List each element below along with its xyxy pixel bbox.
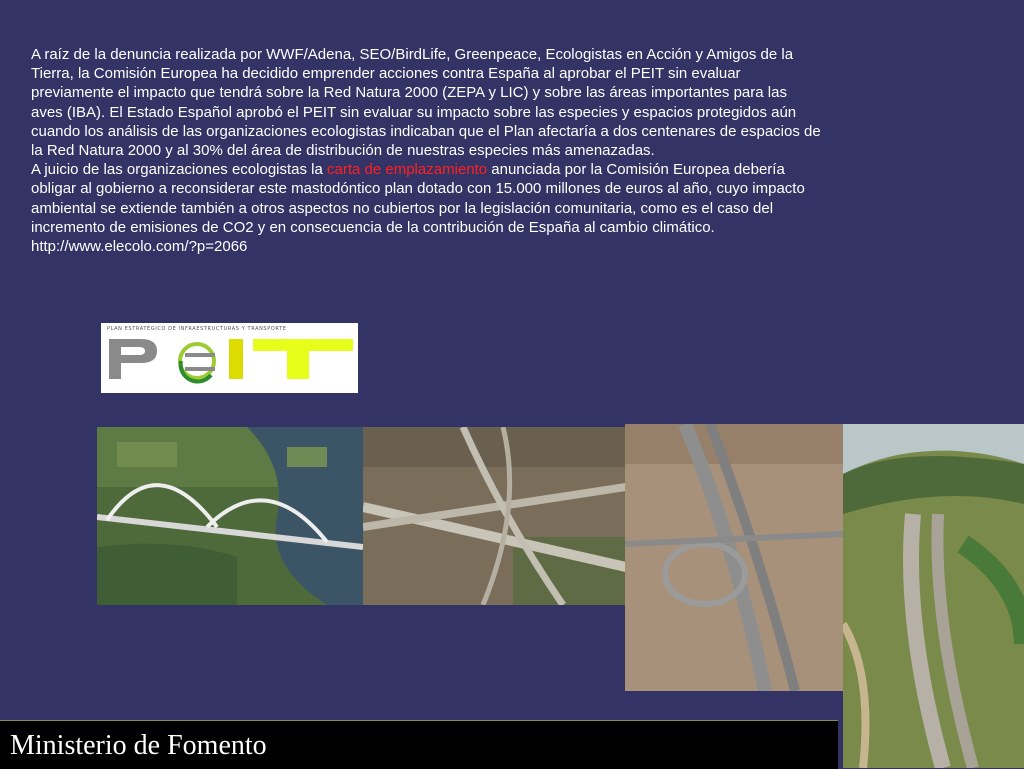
article-paragraph-1: A raíz de la denuncia realizada por WWF/Adena, SEO/BirdLife, Greenpeace, Ecologistas en Acción y Amigos de la Tierra, la Comisión Europea ha decidido emprender acciones contra España al aprobar el PEIT sin evaluar previamente el impacto que tendrá sobre la Red Natura 2000 (ZEPA y LIC) y sobre las áreas importantes para las aves (IBA). El Estado Español aprobó el PEIT sin evaluar su impacto sobre las especies y espacios protegidos aún cuando los análisis de las organizaciones ecologistas indicaban que el Plan afectaría a dos centenares de espacios de la Red Natura 2000 y al 30% del área de distribución de nuestras especies más amenazadas. xyxy=(31,46,821,160)
source-url[interactable]: http://www.elecolo.com/?p=2066 xyxy=(31,238,248,256)
peit-logo-caption: PLAN ESTRATÉGICO DE INFRAESTRUCTURAS Y TRANSPORTE xyxy=(107,326,287,332)
carta-emplazamiento-link[interactable]: carta de emplazamiento xyxy=(327,161,488,179)
photo-arch-bridge xyxy=(97,427,363,605)
photo-motorway-valley xyxy=(843,424,1024,768)
photo-cloverleaf-junction xyxy=(625,424,843,691)
peit-logo-graphic xyxy=(101,323,358,393)
paragraph-2-intro: A juicio de las organizaciones ecologistas la xyxy=(31,161,328,179)
footer-bar xyxy=(0,720,838,769)
photo-highway-interchange xyxy=(363,427,626,605)
article-text xyxy=(31,45,821,256)
paragraph-2-rest: anunciada por la Comisión Europea debería obligar al gobierno a reconsiderar este mastodóntico plan dotado con 15.000 millones de euros al año, cuyo impacto ambiental se extiende también a otros aspectos no cubiertos por la legislación comunitaria, como es el caso del incremento de emisiones de CO2 y en consecuencia de la contribución de España al cambio climático. xyxy=(31,161,805,236)
footer-title: Ministerio de Fomento xyxy=(10,730,267,761)
peit-logo xyxy=(101,323,358,393)
article-paragraph-2 xyxy=(31,160,821,237)
